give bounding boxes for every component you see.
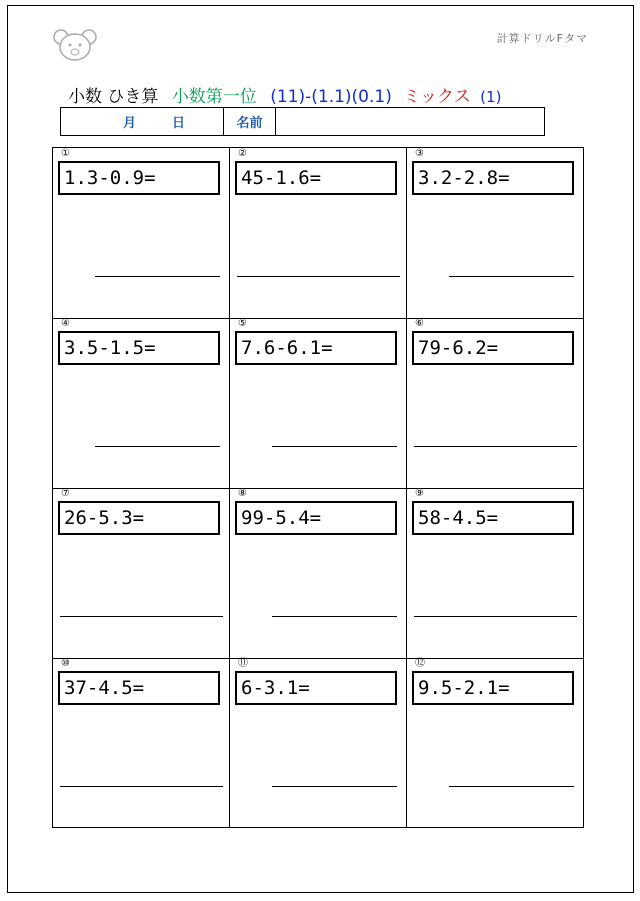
problem-cell	[52, 487, 229, 657]
problem-number: ⑤	[238, 318, 247, 329]
problem-expression: 99-5.4=	[235, 501, 397, 535]
problem-number: ③	[415, 148, 424, 159]
title-part-subject: 小数 ひき算	[68, 87, 159, 107]
problem-cell	[52, 657, 229, 827]
answer-line[interactable]	[272, 786, 397, 787]
answer-line[interactable]	[449, 786, 574, 787]
day-label: 日	[172, 116, 186, 131]
name-field[interactable]	[276, 108, 544, 135]
problem-number: ⑧	[238, 488, 247, 499]
problem-cell	[406, 487, 583, 657]
problem-cell	[52, 147, 229, 317]
problem-cell	[229, 147, 406, 317]
answer-line[interactable]	[272, 616, 397, 617]
title-part-mix: ミックス	[403, 87, 471, 107]
problem-number: ⑦	[61, 488, 70, 499]
date-field[interactable]	[61, 108, 224, 135]
problem-expression: 37-4.5=	[58, 671, 220, 705]
problem-expression: 7.6-6.1=	[235, 331, 397, 365]
problem-cell	[406, 317, 583, 487]
problem-cell	[406, 147, 583, 317]
problem-cell	[406, 657, 583, 827]
answer-line[interactable]	[237, 276, 400, 277]
problem-number: ⑪	[238, 658, 248, 669]
problem-expression: 3.2-2.8=	[412, 161, 574, 195]
bear-logo-icon	[52, 28, 98, 62]
answer-line[interactable]	[449, 276, 574, 277]
worksheet-title	[68, 82, 501, 107]
problem-cell	[229, 317, 406, 487]
title-part-level: 小数第一位	[171, 87, 257, 107]
title-part-number: (1)	[480, 88, 502, 106]
month-label: 月	[123, 116, 137, 131]
problem-expression: 6-3.1=	[235, 671, 397, 705]
problem-expression: 45-1.6=	[235, 161, 397, 195]
title-part-format: (11)-(1.1)(0.1)	[270, 87, 392, 107]
name-label: 名前	[224, 108, 276, 135]
problem-expression: 1.3-0.9=	[58, 161, 220, 195]
answer-line[interactable]	[414, 616, 577, 617]
problem-cell	[229, 657, 406, 827]
answer-line[interactable]	[60, 786, 223, 787]
brand-label: 計算ドリルFタマ	[496, 32, 588, 45]
answer-line[interactable]	[272, 446, 397, 447]
problem-expression: 26-5.3=	[58, 501, 220, 535]
problem-number: ②	[238, 148, 247, 159]
answer-line[interactable]	[414, 446, 577, 447]
problem-number: ①	[61, 148, 70, 159]
answer-line[interactable]	[95, 276, 220, 277]
answer-line[interactable]	[95, 446, 220, 447]
answer-line[interactable]	[60, 616, 223, 617]
name-date-row	[60, 107, 545, 136]
problem-number: ⑨	[415, 488, 424, 499]
problem-number: ⑥	[415, 318, 424, 329]
problem-number: ⑩	[61, 658, 70, 669]
problem-number: ④	[61, 318, 70, 329]
problem-cell	[52, 317, 229, 487]
problem-number: ⑫	[415, 658, 425, 669]
problem-cell	[229, 487, 406, 657]
problem-expression: 9.5-2.1=	[412, 671, 574, 705]
problem-expression: 79-6.2=	[412, 331, 574, 365]
problem-expression: 3.5-1.5=	[58, 331, 220, 365]
problem-expression: 58-4.5=	[412, 501, 574, 535]
